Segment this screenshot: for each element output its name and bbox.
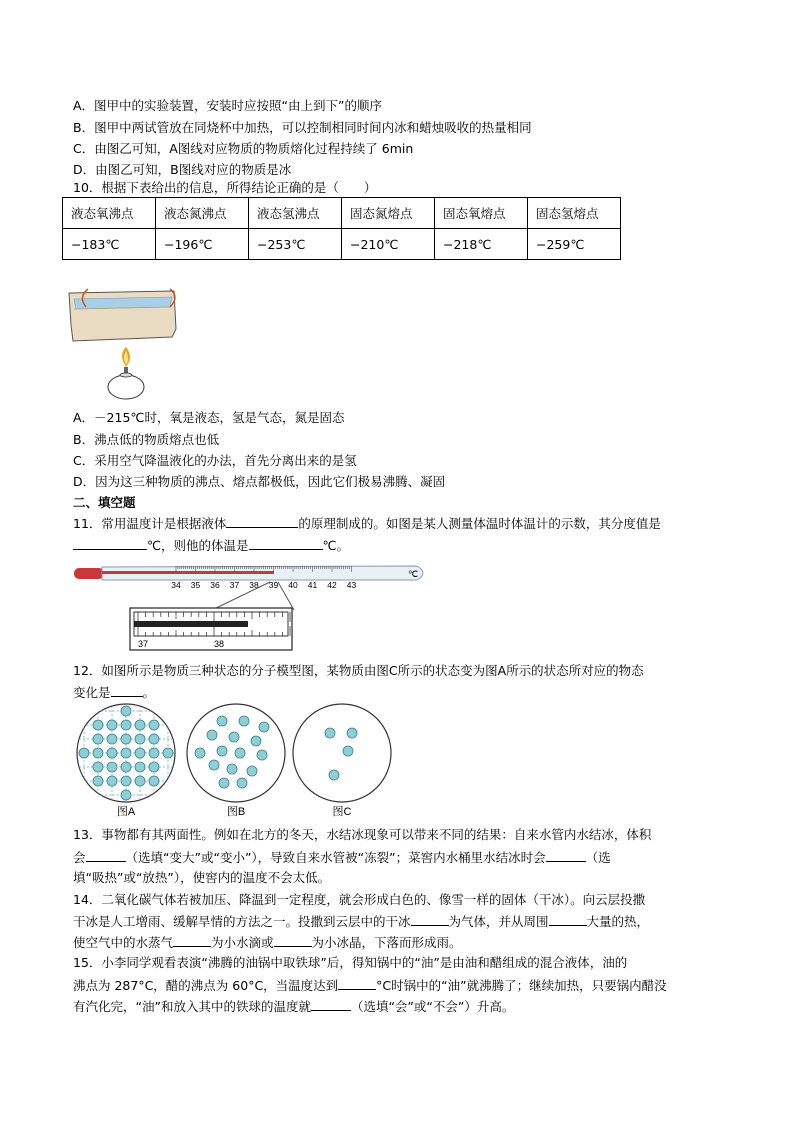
q11-text: 的原理制成的。如图是某人测量体温时体温计的示数，其分度值是: [298, 516, 661, 531]
q11-line1: [73, 515, 661, 532]
q14-text: 干冰是人工增雨、缓解旱情的方法之一。投撒到云层中的干冰: [73, 914, 411, 929]
zoom-label: 38: [214, 639, 225, 649]
molecule: [207, 730, 217, 740]
molecule: [227, 764, 237, 774]
table-header-cell: 固态氧熔点: [435, 198, 528, 229]
q9-option-a: A．图甲中的实验装置，安装时应按照“由上到下”的顺序: [73, 98, 383, 113]
q13-text: （选填“变大”或“变小”），导致自来水管被“冻裂”；菜窖内水桶里水结冰时会: [125, 850, 546, 865]
molecule: [121, 748, 131, 758]
q10-option-b: B．沸点低的物质熔点也低: [73, 432, 220, 447]
molecule: [251, 736, 261, 746]
q14-text: 为小冰晶，下落而形成雨。: [311, 935, 462, 950]
table-value-cell: −196℃: [156, 229, 249, 260]
q11-line2: [73, 537, 349, 554]
molecule: [135, 762, 145, 772]
molecule: [93, 762, 103, 772]
q15-text: 有汽化完，“油”和放入其中的铁球的温度就: [73, 999, 311, 1014]
molecule: [121, 762, 131, 772]
answer-blank[interactable]: [249, 537, 323, 550]
q15-text: （选填“会”或“不会”）升高。: [350, 999, 515, 1014]
table-value-cell: −218℃: [435, 229, 528, 260]
answer-blank[interactable]: [411, 913, 449, 926]
molecule: [135, 734, 145, 744]
scale-label: 36: [210, 580, 220, 590]
table-header-cell: 固态氮熔点: [342, 198, 435, 229]
molecule: [325, 728, 335, 738]
answer-blank[interactable]: [111, 684, 143, 697]
scale-label: 43: [346, 580, 357, 590]
table-header-cell: 液态氧沸点: [63, 198, 156, 229]
table-header-cell: 液态氢沸点: [249, 198, 342, 229]
molecule: [149, 734, 159, 744]
molecule: [107, 776, 117, 786]
molecule: [329, 770, 339, 780]
answer-blank[interactable]: [549, 913, 587, 926]
molecule: [195, 748, 205, 758]
molecule: [135, 720, 145, 730]
scale-label: 42: [327, 580, 337, 590]
unit-label: ℃: [408, 569, 419, 579]
molecule: [121, 790, 131, 800]
q10-option-c: C．采用空气降温液化的办法，首先分离出来的是氢: [73, 453, 357, 468]
scale-label: 37: [229, 580, 240, 590]
molecule: [247, 766, 257, 776]
section-heading: 二、填空题: [73, 495, 136, 510]
q10-option-d: D．因为这三种物质的沸点、熔点都极低，因此它们极易沸腾、凝固: [73, 474, 446, 489]
molecule: [219, 778, 229, 788]
molecule-state-models: [72, 703, 392, 821]
q10-stem: 10．根据下表给出的信息，所得结论正确的是（ ）: [73, 180, 377, 195]
scale-label: 40: [288, 580, 298, 590]
molecule: [149, 720, 159, 730]
paper-box-boiling-illustration: [66, 285, 186, 410]
q12-line1: 12．如图所示是物质三种状态的分子模型图，某物质由图C所示的状态变为图A所示的状态所对应的物态: [73, 663, 644, 678]
molecule: [135, 748, 145, 758]
clinical-thermometer-figure: [72, 560, 432, 655]
answer-blank[interactable]: [546, 849, 586, 862]
table-value-cell: −253℃: [249, 229, 342, 260]
answer-blank[interactable]: [73, 537, 147, 550]
molecule: [93, 734, 103, 744]
answer-blank[interactable]: [226, 515, 298, 528]
q14-text: 为小水滴或: [211, 935, 274, 950]
q11-text: ℃，则他的体温是: [147, 538, 249, 553]
scale-label: 35: [190, 580, 201, 590]
table-value-cell: −259℃: [528, 229, 621, 260]
molecule: [107, 734, 117, 744]
molecule: [79, 748, 89, 758]
q11-text: 11．常用温度计是根据液体: [73, 516, 227, 531]
scale-label: 41: [307, 580, 318, 590]
scale-label: 34: [171, 580, 181, 590]
q13-line3: 填“吸热”或“放热”），使窖内的温度不会太低。: [73, 870, 331, 885]
molecule: [121, 776, 131, 786]
table-value-cell: −183℃: [63, 229, 156, 260]
molecule: [237, 778, 247, 788]
q14-line2: [73, 913, 649, 930]
q13-line1: 13．事物都有其两面性。例如在北方的冬天，水结冰现象可以带来不同的结果：自来水管内水结冰，体积: [73, 827, 652, 842]
molecule: [93, 720, 103, 730]
q14-text: 为气体，并从周围: [448, 914, 549, 929]
molecule: [229, 732, 239, 742]
model-c-label: 图C: [332, 806, 352, 818]
molecule: [121, 720, 131, 730]
molecule: [209, 760, 219, 770]
table-value-row: [63, 229, 621, 260]
molecule: [149, 748, 159, 758]
q10-option-a: A．－215℃时，氧是液态，氢是气态，氮是固态: [73, 410, 345, 425]
q9-option-d: D．由图乙可知，B图线对应的物质是冰: [73, 162, 292, 177]
molecule: [217, 716, 227, 726]
q14-text: 使空气中的水蒸气: [73, 935, 174, 950]
molecule: [257, 750, 267, 760]
q15-text: °C时锅中的“油”就沸腾了；继续加热，只要锅内醋没: [376, 978, 667, 993]
molecule: [235, 748, 245, 758]
q14-line1: 14．二氧化碳气体若被加压、降温到一定程度，就会形成白色的、像雪一样的固体（干冰）。向云层投撒: [73, 892, 646, 907]
scale-label: 39: [268, 580, 279, 590]
q15-text: 沸点为 287°C，醋的沸点为 60°C，当温度达到: [73, 978, 339, 993]
properties-table: [62, 197, 621, 260]
table-header-row: [63, 198, 621, 229]
answer-blank[interactable]: [86, 849, 126, 862]
model-b-label: 图B: [226, 806, 246, 818]
answer-blank[interactable]: [338, 977, 376, 990]
molecule: [107, 762, 117, 772]
q9-option-c: C．由图乙可知，A图线对应物质的物质熔化过程持续了 6min: [73, 141, 414, 156]
molecule: [107, 748, 117, 758]
answer-blank[interactable]: [173, 934, 211, 947]
table-header-cell: 液态氮沸点: [156, 198, 249, 229]
molecule: [217, 746, 227, 756]
zoom-label: 37: [138, 639, 149, 649]
q12-text: 。: [142, 685, 156, 700]
q14-line3: [73, 934, 462, 951]
molecule: [149, 762, 159, 772]
model-a-label: 图A: [116, 806, 136, 818]
molecule: [163, 748, 173, 758]
answer-blank[interactable]: [311, 998, 351, 1011]
q15-line3: [73, 998, 514, 1015]
molecule: [121, 734, 131, 744]
q12-line2: [73, 684, 155, 701]
scale-label: 38: [249, 580, 259, 590]
answer-blank[interactable]: [274, 934, 312, 947]
q13-text: 会: [73, 850, 86, 865]
q9-option-b: B．图甲中两试管放在同烧杯中加热，可以控制相同时间内冰和蜡烛吸收的热量相同: [73, 120, 532, 135]
model-c-circle: [293, 704, 391, 802]
q15-line1: 15．小李同学观看表演“沸腾的油锅中取铁球”后，得知锅中的“油”是由油和醋组成的混合液体，油的: [73, 955, 628, 970]
table-header-cell: 固态氢熔点: [528, 198, 621, 229]
molecule: [135, 776, 145, 786]
molecule: [93, 776, 103, 786]
molecule: [107, 720, 117, 730]
molecule: [121, 706, 131, 716]
molecule: [93, 748, 103, 758]
q12-text: 变化是: [73, 685, 111, 700]
molecule: [239, 716, 249, 726]
table-value-cell: −210℃: [342, 229, 435, 260]
q14-text: 大量的热，: [586, 914, 650, 929]
molecule: [347, 728, 357, 738]
molecule: [259, 722, 269, 732]
q11-text: ℃。: [322, 538, 350, 553]
q13-text: （选: [585, 850, 611, 865]
molecule: [149, 776, 159, 786]
q13-line2: [73, 849, 611, 866]
molecule: [343, 746, 353, 756]
q15-line2: [73, 977, 667, 994]
